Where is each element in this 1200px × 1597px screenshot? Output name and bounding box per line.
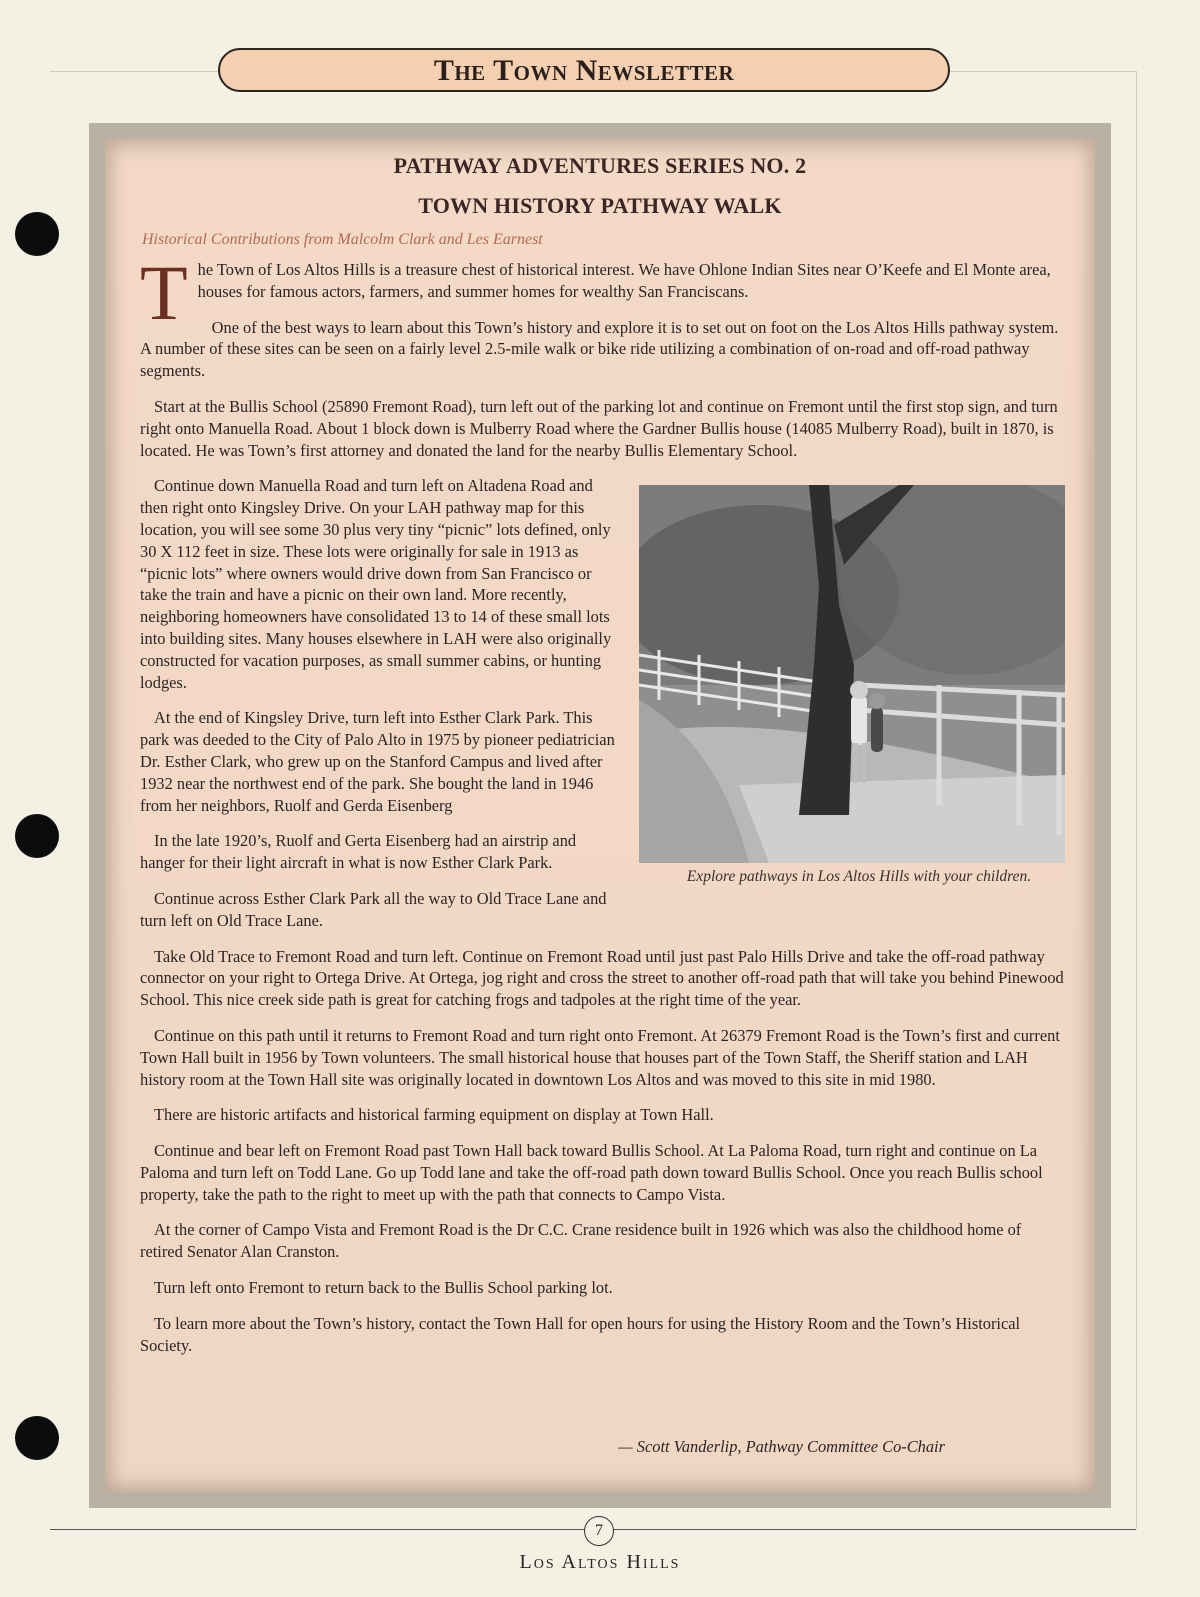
newsletter-header — [218, 48, 950, 92]
paragraph-10: There are historic artifacts and historical farming equipment on display at Town Hall. — [154, 1105, 714, 1125]
pathway-photo-illustration — [639, 485, 1065, 863]
paragraph-3: Start at the Bullis School (25890 Fremont Road), turn left out of the parking lot and continue on Fremont until the first stop sign, and turn right onto Manuella Road. About 1 block down is Mulberry Road where the Gardner Bullis house (14085 Mulberry Road), built in 1870, is located. He was Town’s first attorney and donated the land for the nearby Bullis Elementary School. — [140, 396, 1058, 460]
article-panel — [89, 123, 1111, 1508]
publication-footer: Los Altos Hills — [519, 1551, 681, 1573]
frame-line-right — [1136, 71, 1137, 1529]
punch-hole-top — [15, 212, 59, 256]
photo-figure — [639, 485, 1065, 888]
walk-title: TOWN HISTORY PATHWAY WALK — [418, 193, 782, 218]
paragraph-13: Turn left onto Fremont to return back to the Bullis School parking lot. — [154, 1278, 613, 1298]
newsletter-title: The Town Newsletter — [433, 54, 735, 87]
page-number: 7 — [584, 1516, 614, 1546]
paragraph-8: Take Old Trace to Fremont Road and turn left. Continue on Fremont Road until just past Palo Hills Drive and take the off-road pathway connector on your right to Ortega Drive. At Ortega, jog right and cross the street to another off-road path that will take you behind Pinewood School. This nice creek side path is great for catching frogs and tadpoles at the right time of the year. — [140, 946, 1064, 1010]
paragraph-7: Continue across Esther Clark Park all the way to Old Trace Lane and turn left on Old Trace Lane. — [140, 888, 607, 930]
punch-hole-bottom — [15, 1416, 59, 1460]
article-body — [140, 249, 1065, 1370]
pathway-photo — [639, 485, 1065, 863]
photo-caption: Explore pathways in Los Altos Hills with your children. — [686, 868, 1032, 886]
article-panel-inner — [105, 139, 1095, 1492]
paragraph-14: To learn more about the Town’s history, contact the Town Hall for open hours for using the History Room and the Town’s Historical Society. — [140, 1313, 1021, 1355]
paragraph-4: Explore pathways in Los Altos Hills with your children. Continue down Manuella Road and turn left on Altadena Road and then right onto Kingsley Drive. On your LAH pathway map for this location, you will see some 30 plus very tiny “picnic” lots defined, only 30 X 112 feet in size. These lots were originally for sale in 1913 as “picnic lots” where owners would drive down from San Francisco or take the train and have a picnic on their own land. More recently, neighboring homeowners have consolidated 13 to 14 of these small lots into building sites. Many houses elsewhere in LAH were also originally constructed for vacation purposes, as small summer cabins, or hunting lodges. — [140, 475, 1065, 693]
paragraph-6: In the late 1920’s, Ruolf and Gerta Eisenberg had an airstrip and hanger for their light aircraft in what is now Esther Clark Park. — [140, 831, 577, 873]
series-title: PATHWAY ADVENTURES SERIES NO. 2 — [393, 153, 807, 178]
drop-cap: T — [140, 249, 188, 336]
paragraph-12: At the corner of Campo Vista and Fremont Road is the Dr C.C. Crane residence built in 1926 which was also the childhood home of retired Senator Alan Cranston. — [140, 1220, 1022, 1262]
paragraph-2: One of the best ways to learn about this Town’s history and explore it is to set out on foot on the Los Altos Hills pathway system. A number of these sites can be seen on a fairly level 2.5-mile walk or bike ride utilizing a combination of on-road and off-road pathway segments. — [140, 317, 1059, 381]
byline: Historical Contributions from Malcolm Clark and Les Earnest — [142, 231, 543, 248]
paragraph-9: Continue on this path until it returns to Fremont Road and turn right onto Fremont. At 26379 Fremont Road is the Town’s first and current Town Hall built in 1956 by Town volunteers. The small historical house that houses part of the Town Staff, the Sheriff station and LAH history room at the Town Hall site was originally located in downtown Los Altos and was moved to this site in mid 1980. — [140, 1025, 1060, 1089]
paragraph-1: The Town of Los Altos Hills is a treasure chest of historical interest. We have Ohlone Indian Sites near O’Keefe and El Monte area, houses for famous actors, farmers, and summer homes for wealthy San Franciscans. — [140, 249, 1051, 336]
paragraph-5: At the end of Kingsley Drive, turn left into Esther Clark Park. This park was deeded to the City of Palo Alto in 1975 by pioneer pediatrician Dr. Esther Clark, who grew up on the Stanford Campus and lived after 1932 near the northwest end of the park. She bought the land in 1946 from her neighbors, Ruolf and Gerda Eisenberg — [140, 708, 615, 815]
signoff: — Scott Vanderlip, Pathway Committee Co-Chair — [618, 1437, 945, 1456]
punch-hole-middle — [15, 814, 59, 858]
paragraph-11: Continue and bear left on Fremont Road past Town Hall back toward Bullis School. At La Paloma Road, turn right and continue on La Paloma and turn left on Todd Lane. Go up Todd lane and take the off-road path down toward Bullis School. Once you reach Bullis school property, take the path to the right to meet up with the path that connects to Campo Vista. — [140, 1141, 1043, 1204]
